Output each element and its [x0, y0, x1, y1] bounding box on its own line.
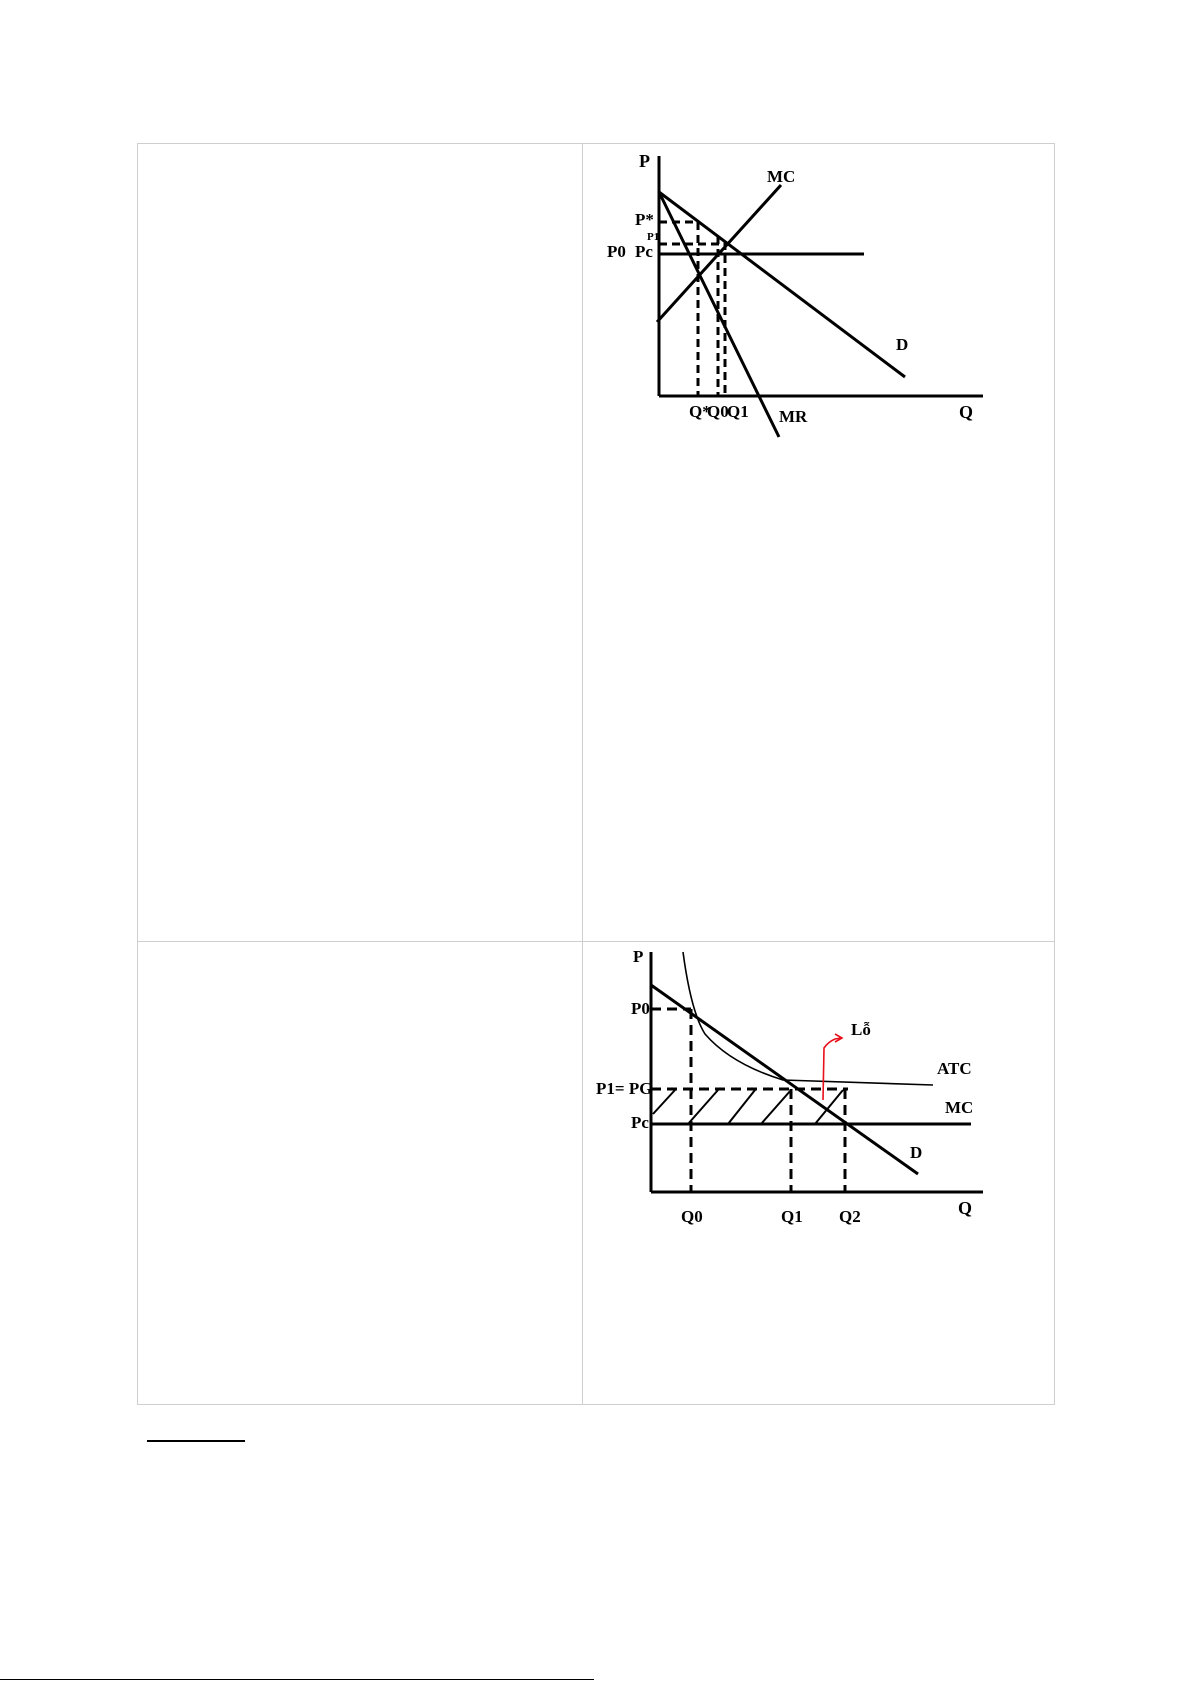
hatch-4 [761, 1090, 791, 1124]
curve-label-d: D [910, 1143, 923, 1162]
loss-annotation: Lỗ [851, 1020, 871, 1039]
curve-label-mr: MR [779, 407, 808, 426]
curve-label-atc: ATC [937, 1059, 972, 1078]
price-label-p0: P0 [607, 242, 626, 261]
quantity-label-q2: Q2 [839, 1207, 861, 1226]
quantity-label-q1: Q1 [727, 402, 749, 421]
hatch-1 [653, 1090, 675, 1114]
axis-label-q: Q [958, 1198, 973, 1218]
price-label-pc: Pc [631, 1113, 649, 1132]
natural-monopoly-chart [583, 942, 1053, 1242]
price-label-pc: Pc [635, 242, 653, 261]
axis-label-p: P [639, 151, 650, 171]
loss-arrow [823, 1038, 841, 1100]
quantity-label-q0: Q0 [707, 402, 729, 421]
curve-label-d: D [896, 335, 909, 354]
hatch-3 [728, 1090, 755, 1124]
monopoly-price-chart [583, 144, 1053, 444]
table-cell-empty-1 [138, 144, 583, 942]
atc-curve [683, 952, 933, 1085]
demand-line [659, 192, 905, 377]
footnote-separator [0, 1679, 594, 1680]
price-label-pstar: P* [635, 210, 654, 229]
quantity-label-qstar: Q* [689, 402, 711, 421]
price-label-p1-pg: P1= PG [596, 1079, 653, 1098]
axis-label-p: P [633, 947, 644, 966]
curve-label-mc: MC [945, 1098, 974, 1117]
quantity-label-q1: Q1 [781, 1207, 803, 1226]
curve-label-mc: MC [767, 167, 796, 186]
price-label-p0: P0 [631, 999, 650, 1018]
table-cell-chart-2 [583, 942, 1054, 1404]
axis-label-q: Q [959, 402, 974, 422]
table-cell-chart-1 [583, 144, 1054, 942]
quantity-label-q0: Q0 [681, 1207, 703, 1226]
price-label-p1: P1 [647, 231, 660, 243]
heading-underline [147, 1440, 245, 1442]
table-cell-empty-2 [138, 942, 583, 1404]
content-table [137, 143, 1055, 1405]
